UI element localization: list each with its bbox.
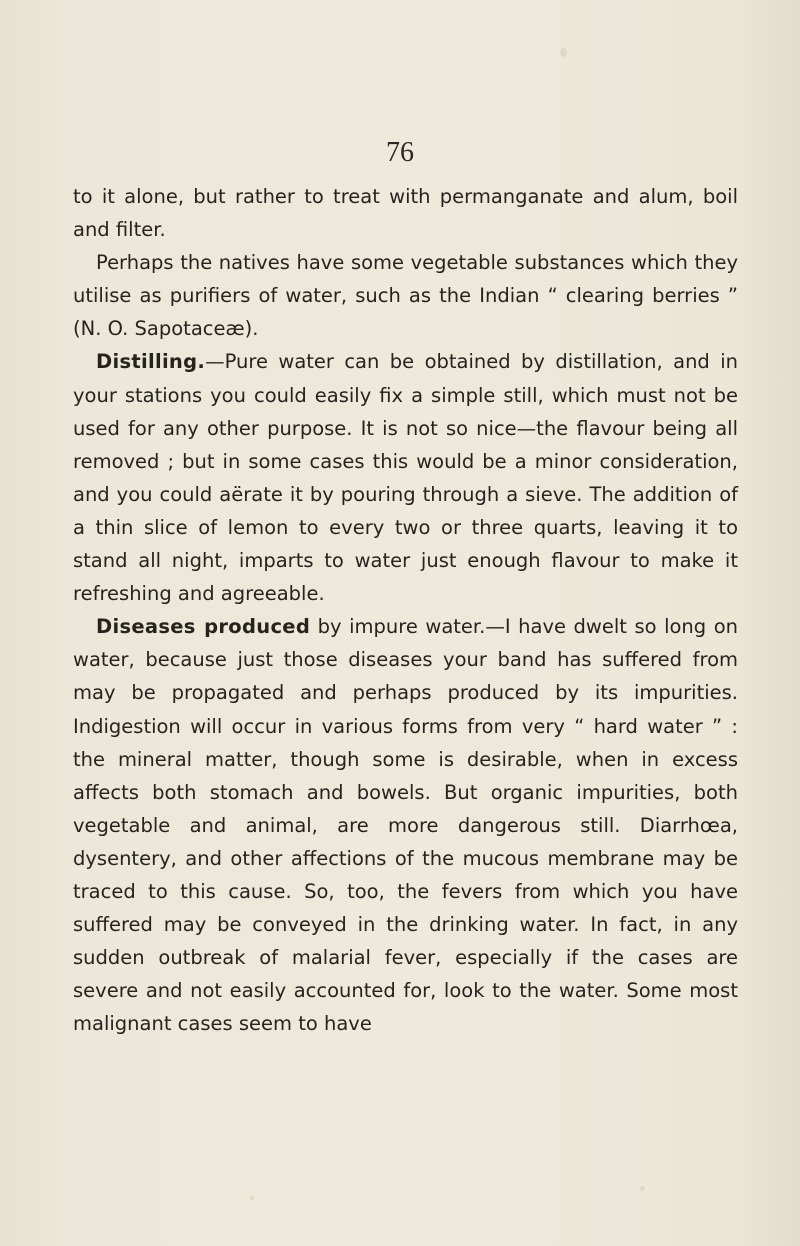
paragraph-distilling xyxy=(73,345,738,610)
paragraph-natives xyxy=(73,246,738,345)
paper-stain xyxy=(640,1186,645,1191)
paragraph-text: Perhaps the natives have some vegetable substances which they utilise as purifiers of water, such as the Indian “ clearing berries ” (N. O. Sapotaceæ). xyxy=(73,251,738,341)
body-text xyxy=(73,180,738,1040)
page-number: 76 xyxy=(386,137,414,168)
paragraph-text: —Pure water can be obtained by distillation, and in your stations you could easily fix a simple still, which must not be used for any other purpose. It is not so nice—the flavour being all removed ; but in some cases this would be a minor consideration, and you could aërate it by pouring through a sieve. The addition of a thin slice of lemon to every two or three quarts, leaving it to stand all night, imparts to water just enough flavour to make it refreshing and agreeable. xyxy=(73,350,738,606)
paper-stain xyxy=(250,1196,254,1200)
paragraph-continuation xyxy=(73,180,738,246)
paragraph-text: by impure water.—I have dwelt so long on water, because just those diseases your band has suffered from may be propagated and perhaps produced by its impurities. Indigestion will occur in various forms from very “ hard water ” : the mineral matter, though some is desirable, when in excess affects both stomach and bowels. But organic impurities, both vegetable and animal, are more dangerous still. Diarrhœa, dysentery, and other affections of the mucous membrane may be traced to this cause. So, too, the fevers from which you have suffered may be conveyed in the drinking water. In fact, in any sudden outbreak of malarial fever, especially if the cases are severe and not easily accounted for, look to the water. Some most malignant cases seem to have xyxy=(73,615,738,1036)
paragraph-diseases xyxy=(73,610,738,1040)
section-heading-distilling: Distilling. xyxy=(96,350,206,374)
section-heading-diseases: Diseases produced xyxy=(96,615,311,639)
paragraph-text: to it alone, but rather to treat with permanganate and alum, boil and filter. xyxy=(73,185,738,242)
paper-stain xyxy=(560,48,567,57)
